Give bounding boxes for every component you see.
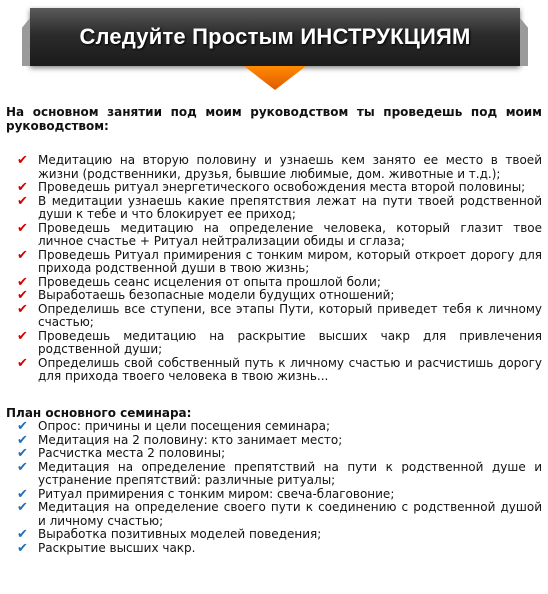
plan-title: План основного семинара:	[6, 405, 192, 420]
list-item-text: Раскрытие высших чакр.	[38, 540, 196, 555]
blue-check-icon: ✔	[17, 432, 28, 448]
red-check-icon: ✔	[17, 288, 28, 303]
red-check-icon: ✔	[17, 355, 28, 371]
list-item-text: Медитация на определение препятствий на пути к родственной душе и устранение препятствий: различные ритуалы;	[38, 459, 542, 487]
list-item-text: Ритуал примирения с тонким миром: свеча-благовоние;	[38, 486, 395, 501]
list-item-text: Проведешь Ритуал примирения с тонким миром, который откроет дорогу для прихода родственной души в твою жизнь;	[38, 247, 542, 275]
seminar-plan-list	[6, 420, 542, 555]
banner-arrow-icon	[244, 66, 306, 90]
list-item	[6, 195, 542, 222]
blue-check-icon: ✔	[17, 486, 28, 502]
blue-check-icon: ✔	[17, 540, 28, 556]
blue-check-icon: ✔	[17, 446, 28, 461]
header-banner	[30, 8, 520, 66]
list-item	[6, 330, 542, 357]
blue-check-icon: ✔	[17, 527, 28, 542]
list-item	[6, 276, 542, 290]
list-item	[6, 447, 542, 461]
red-check-icon: ✔	[17, 153, 28, 168]
list-item-text: Опрос: причины и цели посещения семинара;	[38, 419, 331, 433]
list-item-text: Проведешь медитацию на определение человека, который глазит твое личное счастье + Ритуал нейтрализации обиды и сглаза;	[38, 220, 542, 248]
list-item-text: Определишь свой собственный путь к личному счастью и расчистишь дорогу для прихода твоего человека в твою жизнь...	[38, 355, 542, 383]
list-item-text: Выработаешь безопасные модели будущих отношений;	[38, 288, 395, 302]
list-item-text: Проведешь сеанс исцеления от опыта прошлой боли;	[38, 274, 381, 289]
red-check-icon: ✔	[17, 301, 28, 317]
list-item-text: Проведешь медитацию на раскрытие высших чакр для привлечения родственной души;	[38, 328, 542, 356]
list-item	[6, 528, 542, 542]
banner-title: Следуйте Простым ИНСТРУКЦИЯМ	[79, 24, 471, 49]
list-item	[6, 488, 542, 502]
list-item-text: В медитации узнаешь какие препятствия лежат на пути твоей родственной души к тебе и что блокирует ее приход;	[38, 193, 542, 221]
list-item	[6, 222, 542, 249]
list-item-text: Проведешь ритуал энергетического освобождения места второй половины;	[38, 180, 526, 194]
red-check-icon: ✔	[17, 274, 28, 290]
red-check-icon: ✔	[17, 180, 28, 195]
list-item	[6, 461, 542, 488]
list-item-text: Медитация на определение своего пути к соединению с родственной душой и личному счастью;	[38, 500, 542, 528]
blue-check-icon: ✔	[17, 419, 28, 434]
list-item-text: Медитацию на вторую половину и узнаешь кем занято ее место в твоей жизни (родственники, друзья, бывшие любимые, дом. животные и т.д.);	[38, 153, 542, 181]
blue-check-icon: ✔	[17, 459, 28, 475]
list-item-text: Выработка позитивных моделей поведения;	[38, 527, 322, 541]
red-check-icon: ✔	[17, 328, 28, 344]
list-item	[6, 357, 542, 384]
blue-check-icon: ✔	[17, 500, 28, 515]
red-check-icon: ✔	[17, 247, 28, 263]
list-item	[6, 542, 542, 556]
red-check-icon: ✔	[17, 220, 28, 236]
list-item	[6, 289, 542, 303]
main-session-list	[6, 154, 542, 384]
list-item	[6, 420, 542, 434]
content	[6, 106, 542, 555]
list-item	[6, 154, 542, 181]
list-item-text: Определишь все ступени, все этапы Пути, который приведет тебя к личному счастью;	[38, 301, 542, 329]
list-item	[6, 181, 542, 195]
list-item	[6, 434, 542, 448]
list-item	[6, 501, 542, 528]
list-item	[6, 303, 542, 330]
intro-text: На основном занятии под моим руководством ты проведешь под моим руководством:	[6, 105, 542, 133]
list-item-text: Медитация на 2 половину: кто занимает место;	[38, 432, 343, 447]
list-item-text: Расчистка места 2 половины;	[38, 446, 226, 460]
list-item	[6, 249, 542, 276]
red-check-icon: ✔	[17, 193, 28, 209]
